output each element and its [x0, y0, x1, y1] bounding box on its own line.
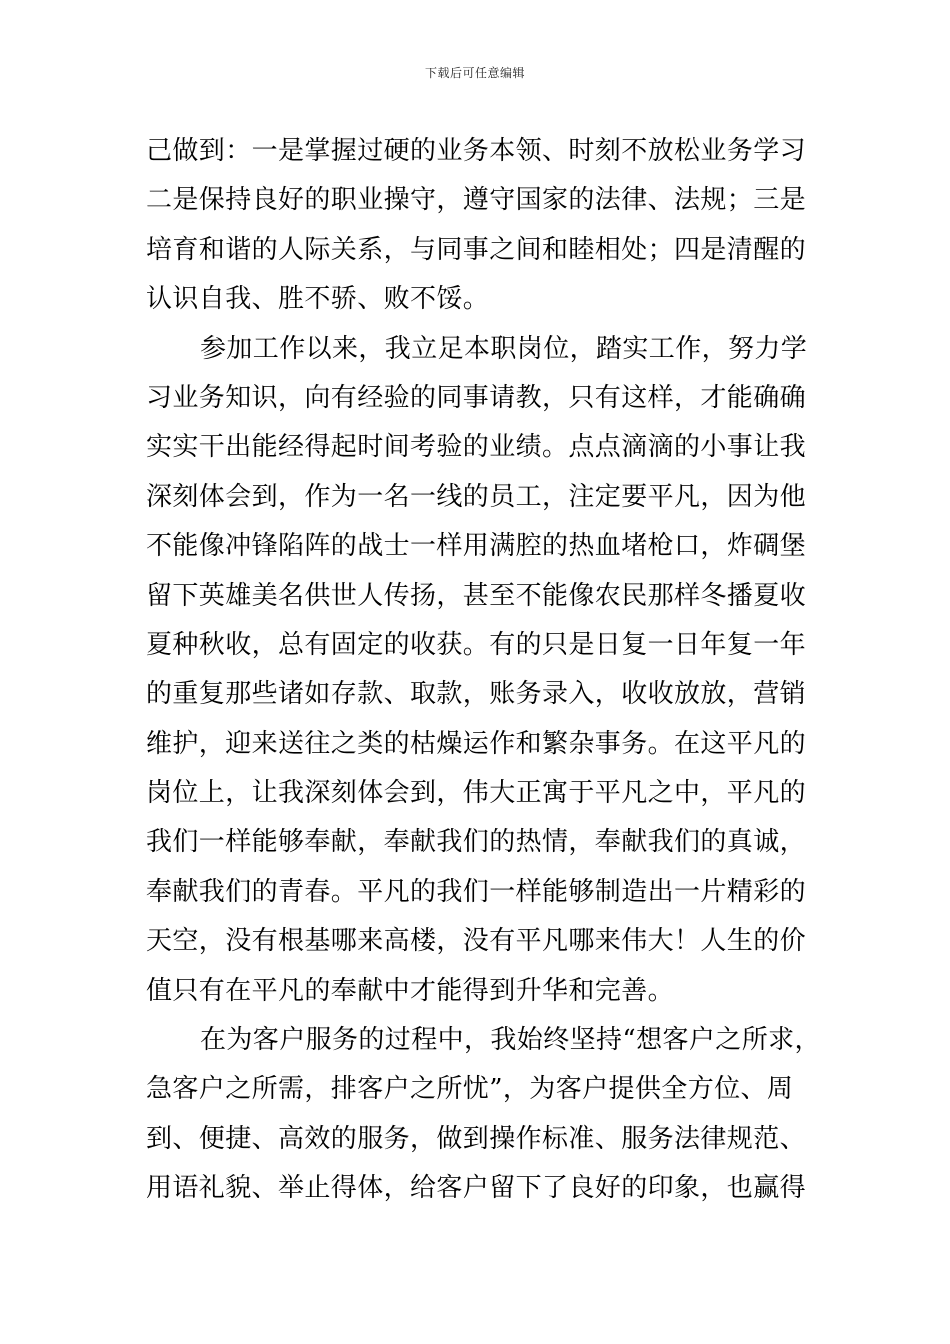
paragraph-2-line-1: 参加工作以来，我立足本职岗位，踏实工作，努力学 — [200, 333, 808, 364]
paragraph-3-line-4: 用语礼貌、举止得体，给客户留下了良好的印象，也赢得 — [146, 1173, 807, 1204]
paragraph-2-line-13: 天空，没有根基哪来高楼，没有平凡哪来伟大！人生的价 — [146, 926, 807, 957]
paragraph-1-line-2: 二是保持良好的职业操守，遵守国家的法律、法规；三是 — [146, 185, 807, 216]
paragraph-2-line-2: 习业务知识，向有经验的同事请教，只有这样，才能确确 — [146, 382, 807, 413]
paragraph-2-line-14: 值只有在平凡的奉献中才能得到升华和完善。 — [146, 975, 675, 1006]
paragraph-3-line-3: 到、便捷、高效的服务，做到操作标准、服务法律规范、 — [146, 1123, 807, 1154]
paragraph-2-line-8: 的重复那些诸如存款、取款，账务录入，收收放放，营销 — [146, 679, 807, 710]
paragraph-2-line-7: 夏种秋收，总有固定的收获。有的只是日复一日年复一年 — [146, 629, 807, 660]
paragraph-1-line-3: 培育和谐的人际关系，与同事之间和睦相处；四是清醒的 — [146, 234, 807, 265]
paragraph-1-line-1: 己做到：一是掌握过硬的业务本领、时刻不放松业务学习 — [146, 136, 807, 166]
paragraph-2-line-9: 维护，迎来送往之类的枯燥运作和繁杂事务。在这平凡的 — [146, 728, 807, 759]
paragraph-2-line-4: 深刻体会到，作为一名一线的员工，注定要平凡，因为他 — [146, 481, 807, 512]
paragraph-2-line-5: 不能像冲锋陷阵的战士一样用满腔的热血堵枪口，炸碉堡 — [146, 531, 807, 562]
paragraph-2-line-12: 奉献我们的青春。平凡的我们一样能够制造出一片精彩的 — [146, 876, 807, 907]
paragraph-2-line-6: 留下英雄美名供世人传扬，甚至不能像农民那样冬播夏收 — [146, 580, 807, 611]
paragraph-3-line-1: 在为客户服务的过程中，我始终坚持“想客户之所求， — [200, 1025, 821, 1056]
document-body — [146, 127, 821, 1214]
paragraph-3-line-2: 急客户之所需，排客户之所忧”，为客户提供全方位、周 — [146, 1074, 794, 1105]
paragraph-2-line-11: 我们一样能够奉献，奉献我们的热情，奉献我们的真诚， — [146, 827, 807, 858]
paragraph-2-line-3: 实实干出能经得起时间考验的业绩。点点滴滴的小事让我 — [146, 432, 807, 463]
page-header: 下载后可任意编辑 — [424, 66, 525, 80]
paragraph-2-line-10: 岗位上，让我深刻体会到，伟大正寓于平凡之中，平凡的 — [146, 778, 807, 809]
paragraph-1-line-4: 认识自我、胜不骄、败不馁。 — [146, 284, 490, 315]
